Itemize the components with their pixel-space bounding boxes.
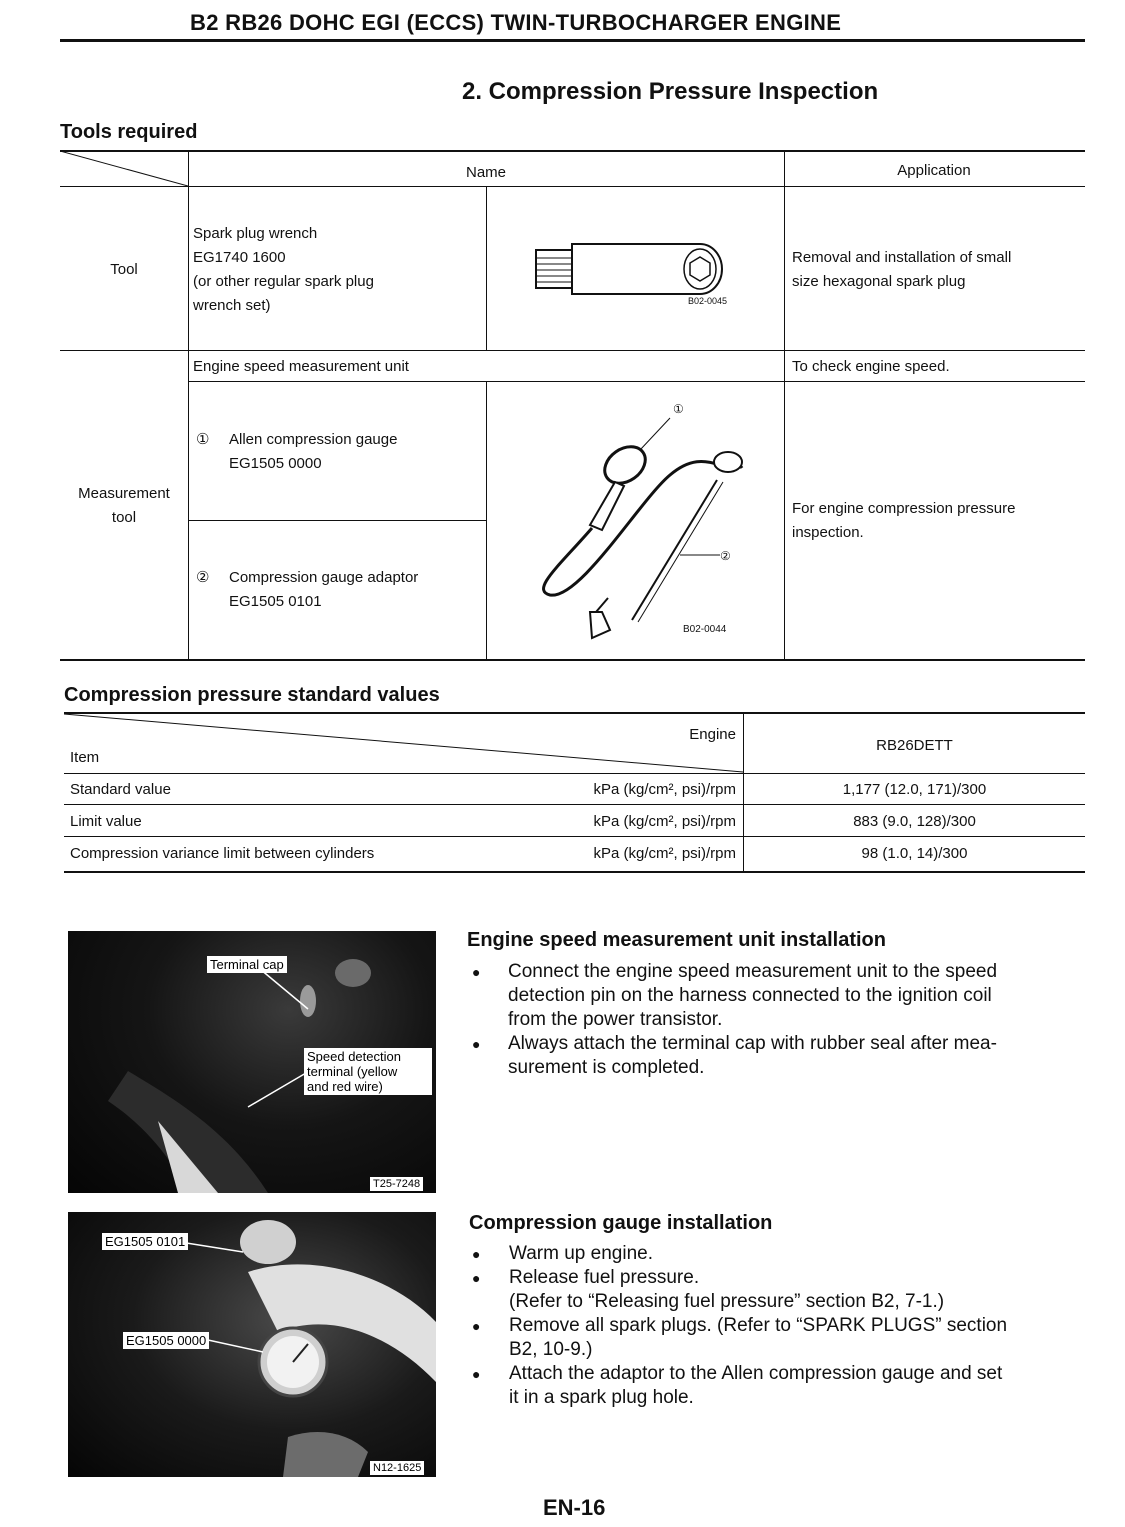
table-rule	[64, 804, 1085, 805]
standard-row-unit: kPa (kg/cm², psi)/rpm	[593, 781, 736, 798]
photo-code: T25-7248	[370, 1177, 423, 1191]
list-item: Always attach the terminal cap with rubber seal after mea- surement is completed.	[508, 1033, 997, 1078]
table-divider	[784, 151, 785, 660]
gauge-item-2: ② Compression gauge adaptor EG1505 0101	[196, 569, 419, 610]
col-header-name: Name	[465, 164, 506, 181]
table-divider	[743, 714, 744, 872]
list-item: Warm up engine.	[509, 1243, 653, 1264]
gauge-item-1: ① Allen compression gauge EG1505 0000	[196, 431, 398, 472]
engine-photo-gauge	[68, 1212, 436, 1477]
bullet-icon: ●	[472, 1366, 481, 1382]
standard-row-value: 1,177 (12.0, 171)/300	[842, 781, 987, 798]
gauge-code-label: EG1505 0000	[123, 1332, 209, 1349]
table-rule	[64, 836, 1085, 837]
speed-detection-label: Speed detection terminal (yellow and red wire)	[304, 1048, 432, 1095]
photo-code: N12-1625	[370, 1461, 424, 1475]
page-number: EN-16	[543, 1495, 606, 1520]
tools-heading: Tools required	[60, 121, 198, 143]
engine-photo-terminal	[68, 931, 436, 1193]
limit-row-unit: kPa (kg/cm², psi)/rpm	[593, 813, 736, 830]
bullet-icon: ●	[472, 1246, 481, 1262]
list-item: Attach the adaptor to the Allen compression gauge and set it in a spark plug hole.	[509, 1363, 1003, 1408]
table-rule	[188, 381, 1085, 382]
table-rule	[60, 350, 1085, 351]
table-rule	[188, 520, 486, 521]
table-divider	[188, 151, 189, 660]
figure-code: B02-0044	[683, 624, 727, 635]
tool-application: Removal and installation of small size hexagonal spark plug	[792, 249, 1012, 290]
adaptor-code-label: EG1505 0101	[102, 1233, 188, 1250]
tool-category: Tool	[110, 261, 138, 278]
header-rule	[60, 39, 1085, 42]
install1-heading: Engine speed measurement unit installation	[467, 929, 886, 951]
section-title: 2. Compression Pressure Inspection	[462, 78, 879, 105]
table-rule	[64, 871, 1085, 873]
callout-marker-1: ①	[673, 402, 684, 416]
corner-item-label: Item	[70, 749, 100, 766]
bullet-icon: ●	[472, 1270, 481, 1286]
table-divider	[486, 381, 487, 660]
standards-heading: Compression pressure standard values	[64, 684, 440, 706]
variance-row-unit: kPa (kg/cm², psi)/rpm	[593, 845, 736, 862]
list-item: Connect the engine speed measurement unit to the speed detection pin on the harness connected to the ignition coil from the power transistor.	[508, 961, 998, 1030]
corner-diagonal	[60, 151, 188, 187]
compression-gauge-figure	[520, 390, 770, 650]
callout-marker-2: ②	[720, 549, 731, 563]
table-rule	[60, 186, 1085, 187]
unit-name: Engine speed measurement unit	[193, 358, 409, 375]
engine-name: RB26DETT	[876, 737, 953, 754]
unit-application: To check engine speed.	[792, 358, 950, 375]
tool-name: Spark plug wrench EG1740 1600 (or other regular spark plug wrench set)	[193, 225, 374, 314]
list-item: Remove all spark plugs. (Refer to “SPARK PLUGS” section B2, 10-9.)	[509, 1315, 1008, 1360]
table-rule	[64, 773, 1085, 774]
bullet-icon: ●	[472, 964, 481, 980]
standard-row-item: Standard value	[70, 781, 171, 798]
variance-row-value: 98 (1.0, 14)/300	[861, 845, 968, 862]
measurement-category: Measurement tool	[78, 485, 170, 526]
gauge-application: For engine compression pressure inspection.	[792, 500, 1016, 541]
corner-engine-label: Engine	[689, 726, 736, 743]
terminal-cap-label: Terminal cap	[207, 956, 287, 973]
table-rule	[60, 659, 1085, 661]
bullet-icon: ●	[472, 1318, 481, 1334]
col-header-application: Application	[897, 162, 971, 179]
list-item: Release fuel pressure. (Refer to “Releasing fuel pressure” section B2, 7-1.)	[509, 1267, 945, 1312]
table-rule	[60, 150, 1085, 152]
page-header-title: B2 RB26 DOHC EGI (ECCS) TWIN-TURBOCHARGER ENGINE	[190, 10, 842, 35]
install2-heading: Compression gauge installation	[469, 1212, 773, 1234]
limit-row-value: 883 (9.0, 128)/300	[853, 813, 976, 830]
table-divider	[486, 186, 487, 350]
figure-code: B02-0045	[688, 296, 728, 306]
bullet-icon: ●	[472, 1036, 481, 1052]
limit-row-item: Limit value	[70, 813, 142, 830]
variance-row-item: Compression variance limit between cylinders	[70, 845, 375, 862]
